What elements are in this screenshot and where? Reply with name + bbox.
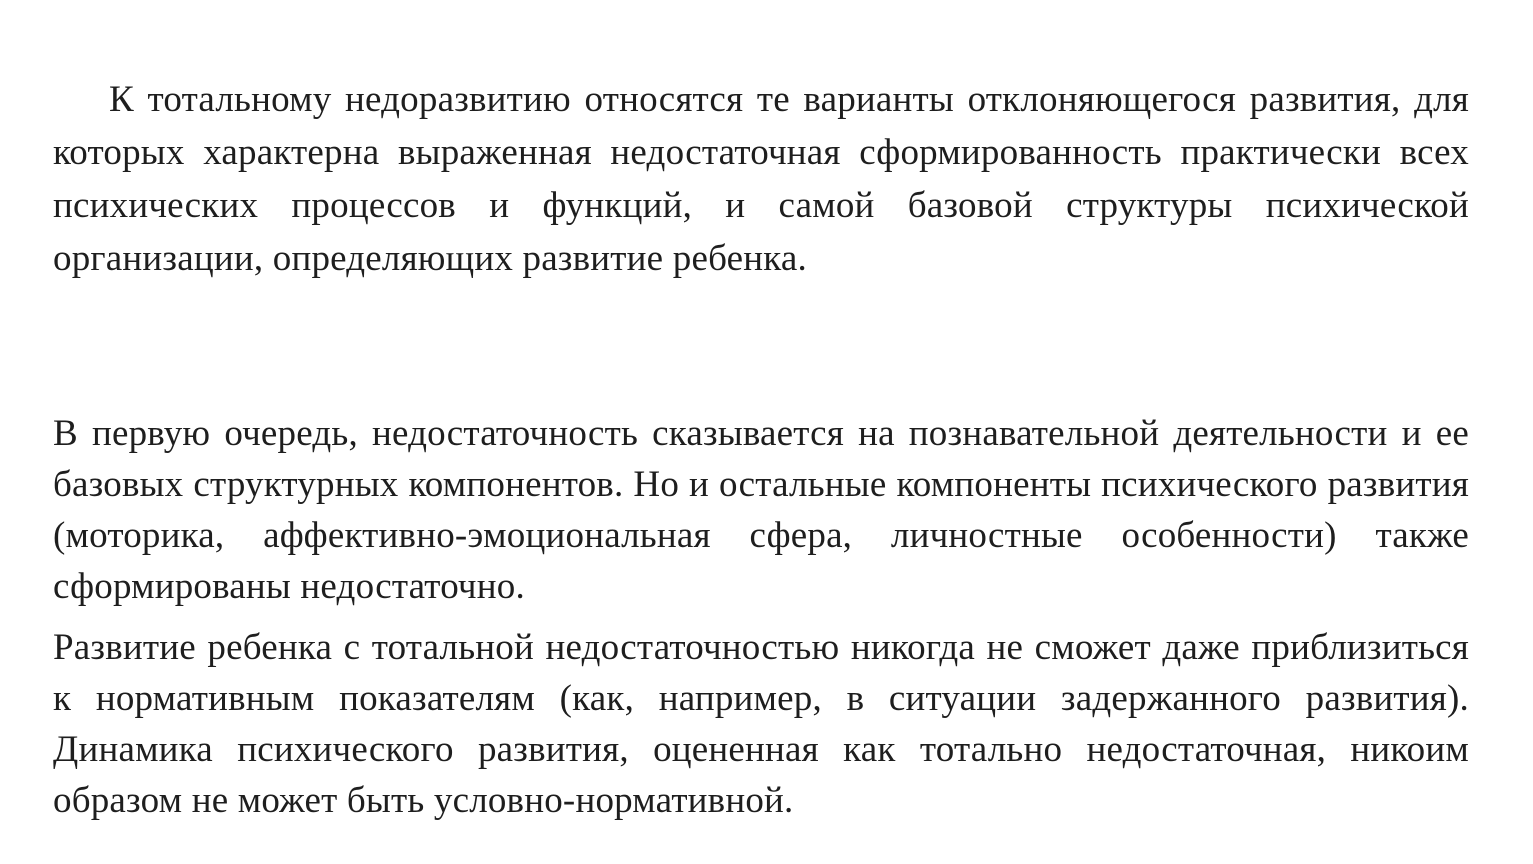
paragraph-cognitive-deficit: В первую очередь, недостаточность сказывается на познавательной деятельности и ее базовых структурных компонентов. Но и остальные компоненты психического развития (моторика, аффективно-эмоциональная сфера, личностные особенности) также сформированы недостаточно. (53, 413, 1469, 607)
paragraph-development-dynamics: Развитие ребенка с тотальной недостаточностью никогда не сможет даже приблизиться к нормативным показателям (как, например, в ситуации задержанного развития). Динамика психического развития, оцененная как тотально недостаточная, никоим образом не может быть условно-нормативной. (53, 627, 1469, 821)
paragraph-total-underdevelopment-definition: К тотальному недоразвитию относятся те варианты отклоняющегося развития, для которых характерна выраженная недостаточная сформированность практически всех психических процессов и функций, и самой базовой структуры психической организации, определяющих развитие ребенка. (53, 79, 1469, 279)
